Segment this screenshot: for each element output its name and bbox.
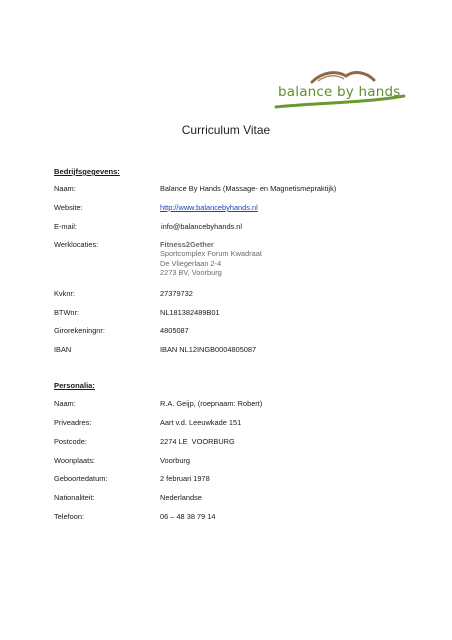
label: Nationaliteit: [54, 493, 95, 502]
location-line: 2273 BV, Voorburg [160, 268, 222, 278]
label: Priveadres: [54, 418, 92, 427]
label: BTWnr: [54, 308, 80, 317]
logo-text: balance by hands [278, 84, 401, 100]
label: Naam: [54, 184, 76, 193]
value: NL181382489B01 [160, 308, 220, 317]
label: Girorekeningnr: [54, 326, 105, 335]
value: 4805087 [160, 326, 189, 335]
location-line: Sportcomplex Forum Kwadraat [160, 249, 262, 259]
label: Naam: [54, 399, 76, 408]
email-value: info@balancebyhands.nl [161, 222, 243, 231]
value: 2274 LE VOORBURG [160, 437, 235, 446]
label: E-mail: [54, 222, 77, 231]
label: Werklocaties: [54, 240, 99, 249]
value: Balance By Hands (Massage- en Magnetismepraktijk) [160, 184, 337, 193]
location-block [160, 240, 262, 278]
label: Telefoon: [54, 512, 84, 521]
value: Aart v.d. Leeuwkade 151 [160, 418, 242, 427]
location-line: De Vliegerlaan 2-4 [160, 258, 222, 268]
label: Kvknr: [54, 289, 75, 298]
value: Voorburg [160, 456, 190, 465]
label: IBAN [54, 345, 72, 354]
website-link[interactable]: http://www.balancebyhands.nl [160, 203, 258, 212]
value: R.A. Geijp, (roepnaam: Robert) [160, 399, 263, 408]
company-logo [274, 66, 406, 112]
value: IBAN NL12INGB0004805087 [160, 345, 257, 354]
section-heading-personalia: Personalia: [54, 381, 95, 390]
value: Nederlandse [160, 493, 202, 502]
value: 27379732 [160, 289, 193, 298]
location-line: Fitness2Gether [160, 240, 214, 249]
label: Geboortedatum: [54, 474, 108, 483]
label: Woonplaats: [54, 456, 95, 465]
label: Website: [54, 203, 83, 212]
page-title: Curriculum Vitae [181, 123, 271, 137]
value: 2 februari 1978 [160, 474, 210, 483]
label: Postcode: [54, 437, 87, 446]
value: 06 – 48 38 79 14 [160, 512, 216, 521]
section-heading-bedrijf: Bedrijfsgegevens: [54, 167, 120, 176]
